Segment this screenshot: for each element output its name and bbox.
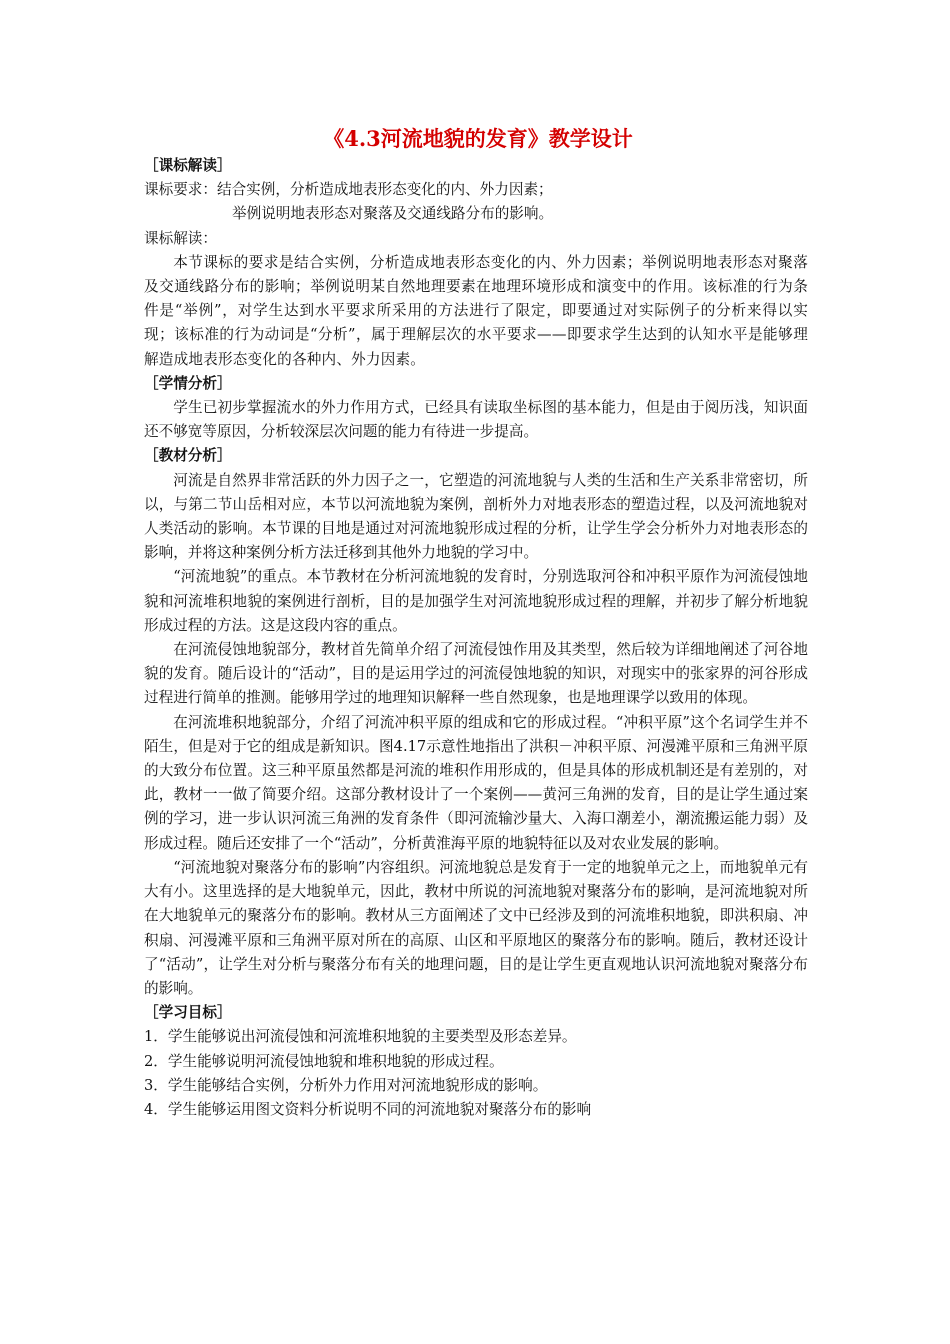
section-heading-students: ［学情分析］: [144, 374, 232, 392]
textbook-paragraph: 在河流侵蚀地貌部分，教材首先简单介绍了河流侵蚀作用及其类型，然后较为详细地阐述了河谷地貌的发育。随后设计的“活动”，目的是运用学过的河流侵蚀地貌的知识，对现实中的张家界的河谷形成过程进行简单的推测。能够用学过的地理知识解释一些自然现象，也是地理课学以致用的体现。: [144, 641, 808, 707]
objective-item: 4．学生能够运用图文资料分析说明不同的河流地貌对聚落分布的影响: [144, 1100, 592, 1118]
students-analysis-text: 学生已初步掌握流水的外力作用方式，已经具有读取坐标图的基本能力，但是由于阅历浅，知识面还不够宽等原因，分析较深层次问题的能力有待进一步提高。: [144, 399, 808, 441]
section-heading-objectives: ［学习目标］: [144, 1004, 232, 1022]
document-title: 《4.3河流地貌的发育》教学设计: [323, 126, 633, 151]
document-body: [144, 124, 808, 1122]
section-heading-textbook: ［教材分析］: [144, 447, 232, 465]
section-heading-curriculum: ［课标解读］: [144, 157, 232, 174]
curriculum-requirement-line-2: 举例说明地表形态对聚落及交通线路分布的影响。: [232, 205, 554, 223]
curriculum-interpretation-text: 本节课标的要求是结合实例，分析造成地表形态变化的内、外力因素；举例说明地表形态对聚落及交通线路分布的影响；举例说明某自然地理要素在地理环境形成和演变中的作用。该标准的行为条件是“举例”，对学生达到水平要求所采用的方法进行了限定，即要通过对实际例子的分析来得以实现；该标准的行为动词是“分析”，属于理解层次的水平要求——即要求学生达到的认知水平是能够理解造成地表形态变化的各种内、外力因素。: [144, 253, 808, 368]
objective-item: 1．学生能够说出河流侵蚀和河流堆积地貌的主要类型及形态差异。: [144, 1028, 577, 1046]
objective-item: 2．学生能够说明河流侵蚀地貌和堆积地貌的形成过程。: [144, 1052, 504, 1070]
textbook-paragraph: “河流地貌”的重点。本节教材在分析河流地貌的发育时，分别选取河谷和冲积平原作为河流侵蚀地貌和河流堆积地貌的案例进行剖析，目的是加强学生对河流地貌形成过程的理解，并初步了解分析地貌形成过程的方法。这是这段内容的重点。: [144, 568, 808, 634]
textbook-paragraph: “河流地貌对聚落分布的影响”内容组织。河流地貌总是发育于一定的地貌单元之上，而地貌单元有大有小。这里选择的是大地貌单元，因此，教材中所说的河流地貌对聚落分布的影响，是河流地貌对所在大地貌单元的聚落分布的影响。教材从三方面阐述了文中已经涉及到的河流堆积地貌，即洪积扇、冲积扇、河漫滩平原和三角洲平原对所在的高原、山区和平原地区的聚落分布的影响。随后，教材还设计了“活动”，让学生对分析与聚落分布有关的地理问题，目的是让学生更直观地认识河流地貌对聚落分布的影响。: [144, 858, 808, 997]
textbook-paragraph: 在河流堆积地貌部分，介绍了河流冲积平原的组成和它的形成过程。“冲积平原”这个名词学生并不陌生，但是对于它的组成是新知识。图4.17示意性地指出了洪积－冲积平原、河漫滩平原和三角洲平原的大致分布位置。这三种平原虽然都是河流的堆积作用形成的，但是具体的形成机制还是有差别的，对此，教材一一做了简要介绍。这部分教材设计了一个案例——黄河三角洲的发育，目的是让学生通过案例的学习，进一步认识河流三角洲的发育条件（即河流输沙量大、入海口潮差小，潮流搬运能力弱）及形成过程。随后还安排了一个“活动”，分析黄淮海平原的地貌特征以及对农业发展的影响。: [144, 713, 808, 852]
curriculum-requirement-line-1: 课标要求：结合实例，分析造成地表形态变化的内、外力因素；: [144, 181, 553, 199]
textbook-paragraph: 河流是自然界非常活跃的外力因子之一，它塑造的河流地貌与人类的生活和生产关系非常密切，所以，与第二节山岳相对应，本节以河流地貌为案例，剖析外力对地表形态的塑造过程，以及河流地貌对人类活动的影响。本节课的目地是通过对河流地貌形成过程的分析，让学生学会分析外力对地表形态的影响，并将这种案例分析方法迁移到其他外力地貌的学习中。: [144, 471, 808, 562]
objective-item: 3．学生能够结合实例，分析外力作用对河流地貌形成的影响。: [144, 1076, 548, 1094]
curriculum-interpretation-label: 课标解读：: [144, 229, 217, 247]
